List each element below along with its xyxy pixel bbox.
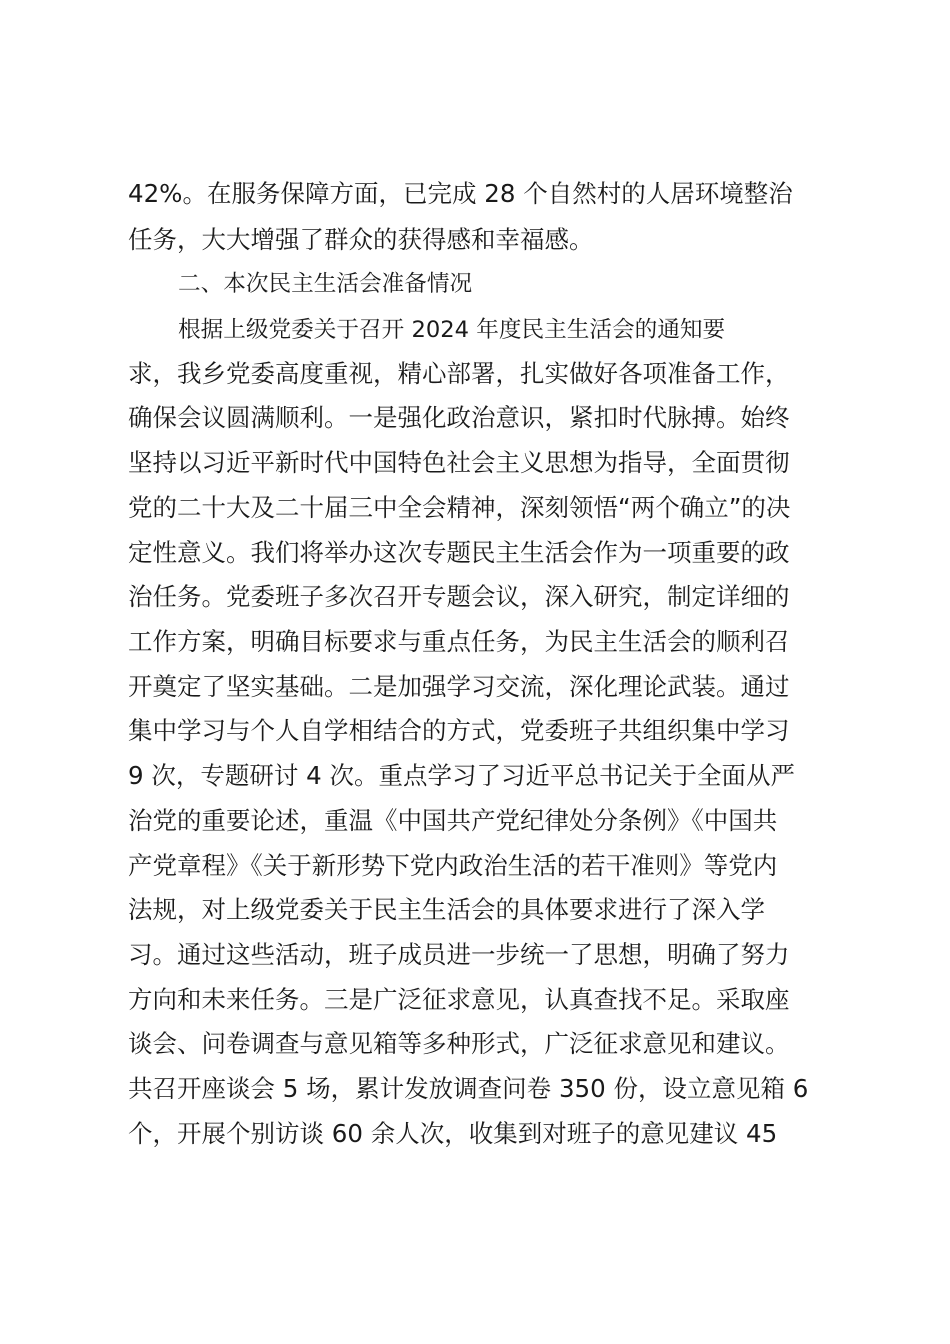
text-line: 确保会议圆满顺利。一是强化政治意识，紧扣时代脉搏。始终 [128,403,790,432]
text-line: 方向和未来任务。三是广泛征求意见，认真查找不足。采取座 [128,985,790,1014]
text-line: 个，开展个别访谈 60 余人次，收集到对班子的意见建议 45 [128,1119,778,1148]
text-line: 产党章程》《关于新形势下党内政治生活的若干准则》等党内 [128,851,778,880]
text-line: 集中学习与个人自学相结合的方式，党委班子共组织集中学习 [128,716,790,745]
text-line: 任务，大大增强了群众的获得感和幸福感。 [128,225,594,254]
text-line: 谈会、问卷调查与意见箱等多种形式，广泛征求意见和建议。 [128,1029,790,1058]
text-line: 定性意义。我们将举办这次专题民主生活会作为一项重要的政 [128,538,790,567]
text-line: 坚持以习近平新时代中国特色社会主义思想为指导，全面贯彻 [128,448,790,477]
text-line: 开奠定了坚实基础。二是加强学习交流，深化理论武装。通过 [128,672,790,701]
text-line: 共召开座谈会 5 场，累计发放调查问卷 350 份，设立意见箱 6 [128,1074,809,1103]
paragraph-first-line: 根据上级党委关于召开 2024 年度民主生活会的通知要 [178,317,726,343]
text-line: 求，我乡党委高度重视，精心部署，扎实做好各项准备工作， [128,359,790,388]
text-line: 9 次，专题研讨 4 次。重点学习了习近平总书记关于全面从严 [128,761,796,790]
text-line: 治任务。党委班子多次召开专题会议，深入研究，制定详细的 [128,582,790,611]
text-line: 法规，对上级党委关于民主生活会的具体要求进行了深入学 [128,895,765,924]
text-line: 42%。在服务保障方面，已完成 28 个自然村的人居环境整治 [128,179,793,208]
text-line: 习。通过这些活动，班子成员进一步统一了思想，明确了努力 [128,940,790,969]
section-heading: 二、本次民主生活会准备情况 [178,271,473,297]
text-line: 治党的重要论述，重温《中国共产党纪律处分条例》《中国共 [128,806,778,835]
text-line: 党的二十大及二十届三中全会精神，深刻领悟“两个确立”的决 [128,493,791,522]
text-line: 工作方案，明确目标要求与重点任务，为民主生活会的顺利召 [128,627,790,656]
